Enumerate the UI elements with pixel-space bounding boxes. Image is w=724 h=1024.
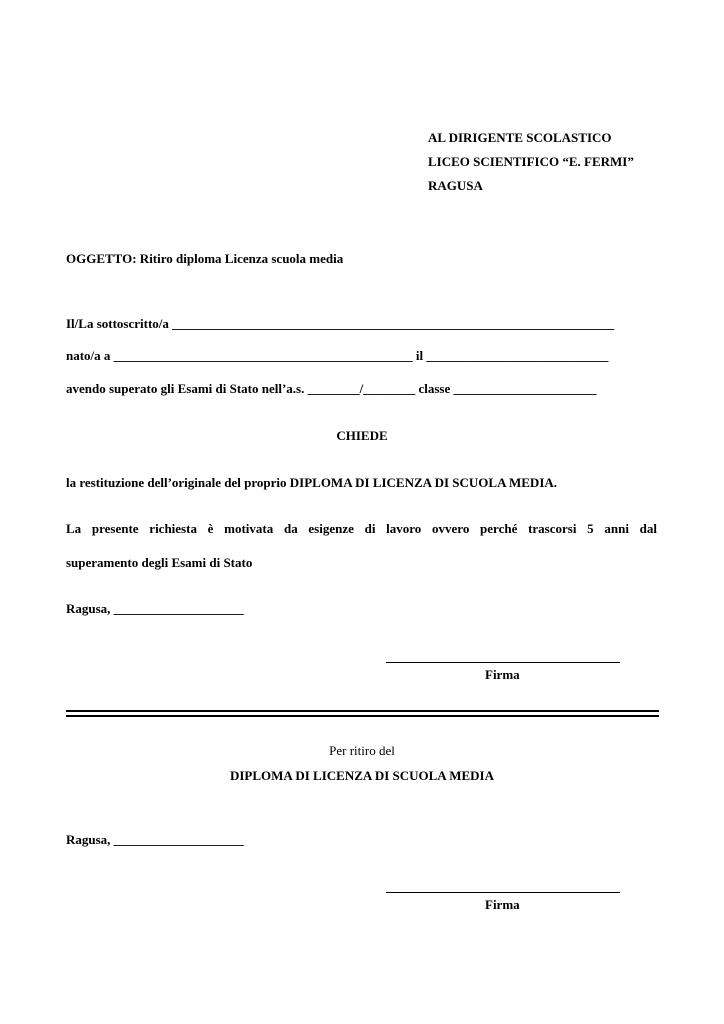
addressee-line-2: LICEO SCIENTIFICO “E. FERMI”	[428, 154, 634, 169]
signature-label: Firma	[485, 667, 520, 682]
receipt-diploma-title: DIPLOMA DI LICENZA DI SCUOLA MEDIA	[229, 768, 494, 783]
motivation-line-1: La presente richiesta è motivata da esigenze di lavoro ovvero perché trascorsi 5 anni dal	[66, 521, 657, 536]
birth-field: nato/a a ______________________________________________ il ____________________________	[66, 348, 609, 363]
separator-line-top	[66, 710, 659, 712]
receipt-intro: Per ritiro del	[329, 743, 395, 758]
undersigned-field: Il/La sottoscritto/a ____________________________________________________________________	[66, 316, 615, 331]
addressee-line-1: AL DIRIGENTE SCOLASTICO	[428, 130, 612, 145]
restitution-text: la restituzione dell’originale del proprio DIPLOMA DI LICENZA DI SCUOLA MEDIA.	[66, 475, 558, 490]
request-heading: CHIEDE	[336, 428, 388, 443]
addressee-line-3: RAGUSA	[428, 178, 483, 193]
signature-line	[386, 662, 620, 663]
receipt-signature-line	[386, 892, 620, 893]
place-date-field: Ragusa, ____________________	[66, 601, 244, 616]
receipt-signature-label: Firma	[485, 897, 520, 912]
subject-line: OGGETTO: Ritiro diploma Licenza scuola media	[66, 251, 344, 266]
separator-line-bottom	[66, 715, 659, 717]
motivation-line-2: superamento degli Esami di Stato	[66, 555, 253, 570]
receipt-place-date-field: Ragusa, ____________________	[66, 832, 244, 847]
addressee-block	[428, 126, 634, 198]
exams-field: avendo superato gli Esami di Stato nell’a.s. ________/________ classe ______________________	[66, 381, 597, 396]
